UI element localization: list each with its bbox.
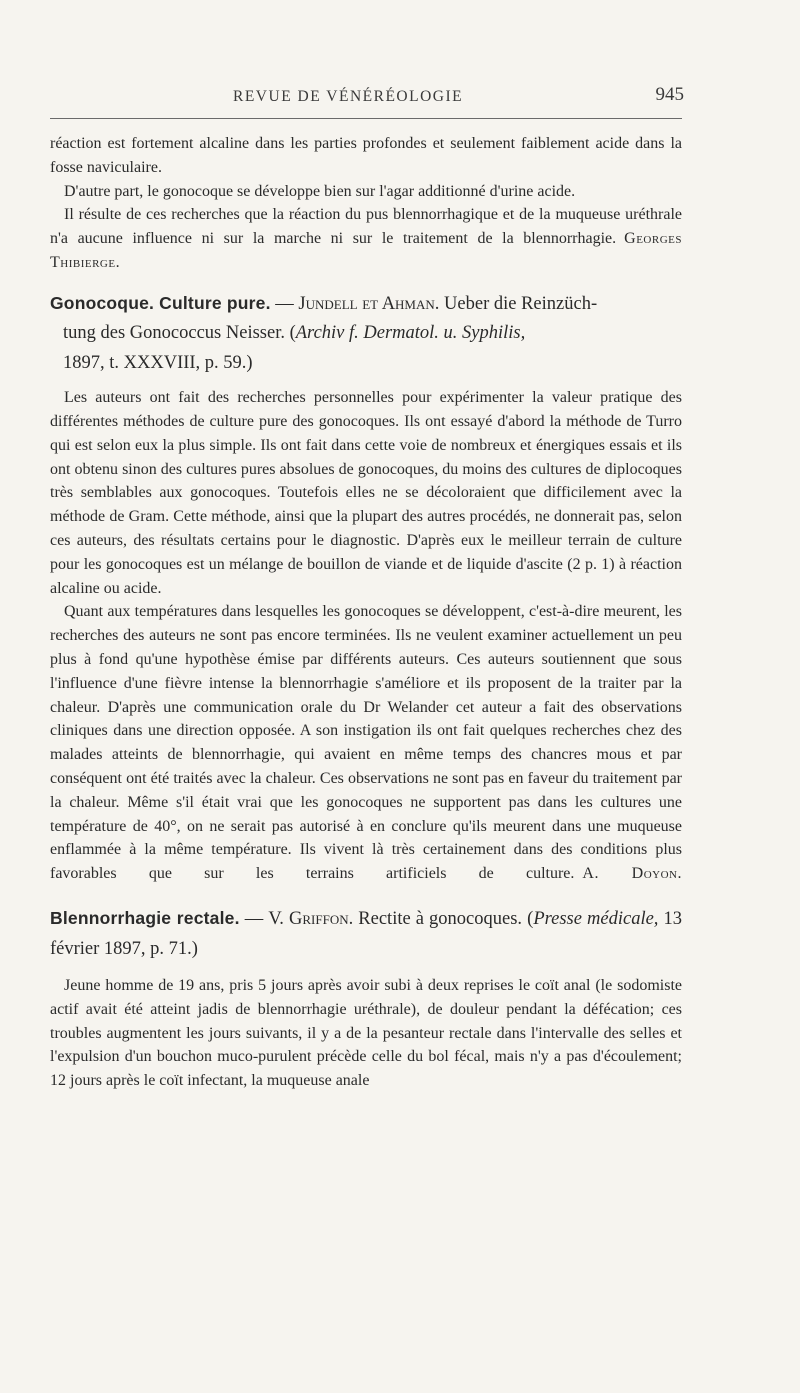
paragraph: Les auteurs ont fait des recherches personnelles pour expérimenter la valeur pratique des différentes méthodes de culture pure des gonocoques. Ils ont essayé d'abord la méthode de Turro qui est selon eux la plus simple. Ils ont fait dans cette voie de nombreux et énergiques essais et ils ont obtenu sinon des cultures pures absolues de gonocoques, du moins des cultures de diplocoques très semblables aux gonocoques. Toutefois elles ne se décoloraient que difficilement avec la méthode de Gram. Cette méthode, ainsi que la plupart des autres procédés, ne donnerait pas, selon ces auteurs, des résultats certains pour le diagnostic. D'après eux le meilleur terrain de culture pour les gonocoques est un mélange de bouillon de viande et de liquide d'ascite (2 p. 1) à réaction alcaline ou acide. — [50, 389, 682, 597]
entry-citation: 1897, t. XXXVIII, p. 59.) — [63, 352, 253, 373]
entry-rubric: Blennorrhagie rectale. — [50, 908, 240, 929]
entry-title-part: Ueber die Reinzüch- — [439, 293, 598, 314]
entry-heading-line — [50, 904, 682, 964]
reviewer-signature: A. Doyon. — [582, 865, 682, 883]
entry-citation: 13 février 1897, p. 71.) — [50, 909, 683, 959]
page-header — [50, 78, 682, 119]
review-entry-heading — [50, 289, 682, 379]
paragraph: réaction est fortement alcaline dans les parties profondes et seulement faiblement acide dans la fosse naviculaire. — [50, 135, 682, 176]
entry-title-part: tung des Gonococcus Neisser. ( — [63, 323, 296, 344]
entry-title-part: Rectite à gonocoques. ( — [353, 909, 534, 930]
review-continuation — [50, 132, 682, 275]
paragraph-text: Il résulte de ces recherches que la réaction du pus blennorrhagique et de la muqueuse uréthrale n'a aucune influence ni sur la marche ni sur le traitement de la blennorrhagie. — [50, 206, 682, 248]
entry-journal: Presse médicale, — [533, 909, 659, 930]
review-body — [50, 974, 682, 1093]
review-body — [50, 386, 682, 886]
entry-authors: Jundell et Ahman. — [298, 293, 440, 314]
running-head: REVUE DE VÉNÉRÉOLOGIE — [233, 88, 464, 105]
entry-heading-line — [50, 289, 682, 320]
paragraph: Jeune homme de 19 ans, pris 5 jours après avoir subi à deux reprises le coït anal (le sodomiste actif avait été atteint jadis de blennorrhagie uréthrale), de douleur pendant la défécation; ces troubles augmentent les jours suivants, il y a de la pesanteur rectale dans l'intervalle des selles et l'expulsion d'un bouchon muco-purulent précède celle du bol fécal, mais n'y a pas d'écoulement; 12 jours après le coït infectant, la muqueuse anale — [50, 977, 682, 1090]
paragraph-with-signature — [50, 203, 682, 274]
entry-authors: V. Griffon. — [268, 909, 354, 930]
reviewer-signature: Georges Thibierge. — [50, 230, 682, 271]
paragraph-text: Quant aux températures dans lesquelles les gonocoques se développent, c'est-à-dire meurent, les recherches des auteurs ne sont pas encore terminées. Ils ne veulent examiner actuellement un peu plus à fond qu'une hypothèse émise par différents auteurs. Ces auteurs soutiennent que sous l'influence d'une fièvre intense la blennorrhagie s'améliore et ils proposent de la traiter par la chaleur. D'après une communication orale du Dr Welander cet auteur a fait des observations cliniques dans une direction opposée. A son instigation ils ont fait quelques recherches chez des malades atteints de blennorrhagie, qui avaient en même temps des chancres mous et par conséquent ont été traités avec la chaleur. Ces observations ne sont pas en faveur du traitement par la chaleur. Même s'il était vrai que les gonocoques ne supportent pas dans les cultures une température de 40°, on ne serait pas autorisé à en conclure qu'ils meurent dans une muqueuse enflammée à la même température. Ils vivent là très certainement dans des conditions plus favorables que sur les terrains artificiels de culture. — [50, 603, 682, 883]
entry-rubric: Gonocoque. Culture pure. — [50, 292, 271, 313]
dash: — — [239, 909, 269, 930]
entry-journal: Archiv f. Dermatol. u. Syphilis, — [295, 323, 526, 344]
entry-heading-line — [50, 319, 682, 349]
paragraph: D'autre part, le gonocoque se développe bien sur l'agar additionné d'urine acide. — [64, 182, 576, 200]
review-entry-heading — [50, 904, 682, 964]
dash: — — [270, 293, 299, 314]
journal-page — [50, 78, 682, 1093]
page-number: 945 — [655, 84, 684, 105]
paragraph-with-signature — [50, 600, 682, 886]
